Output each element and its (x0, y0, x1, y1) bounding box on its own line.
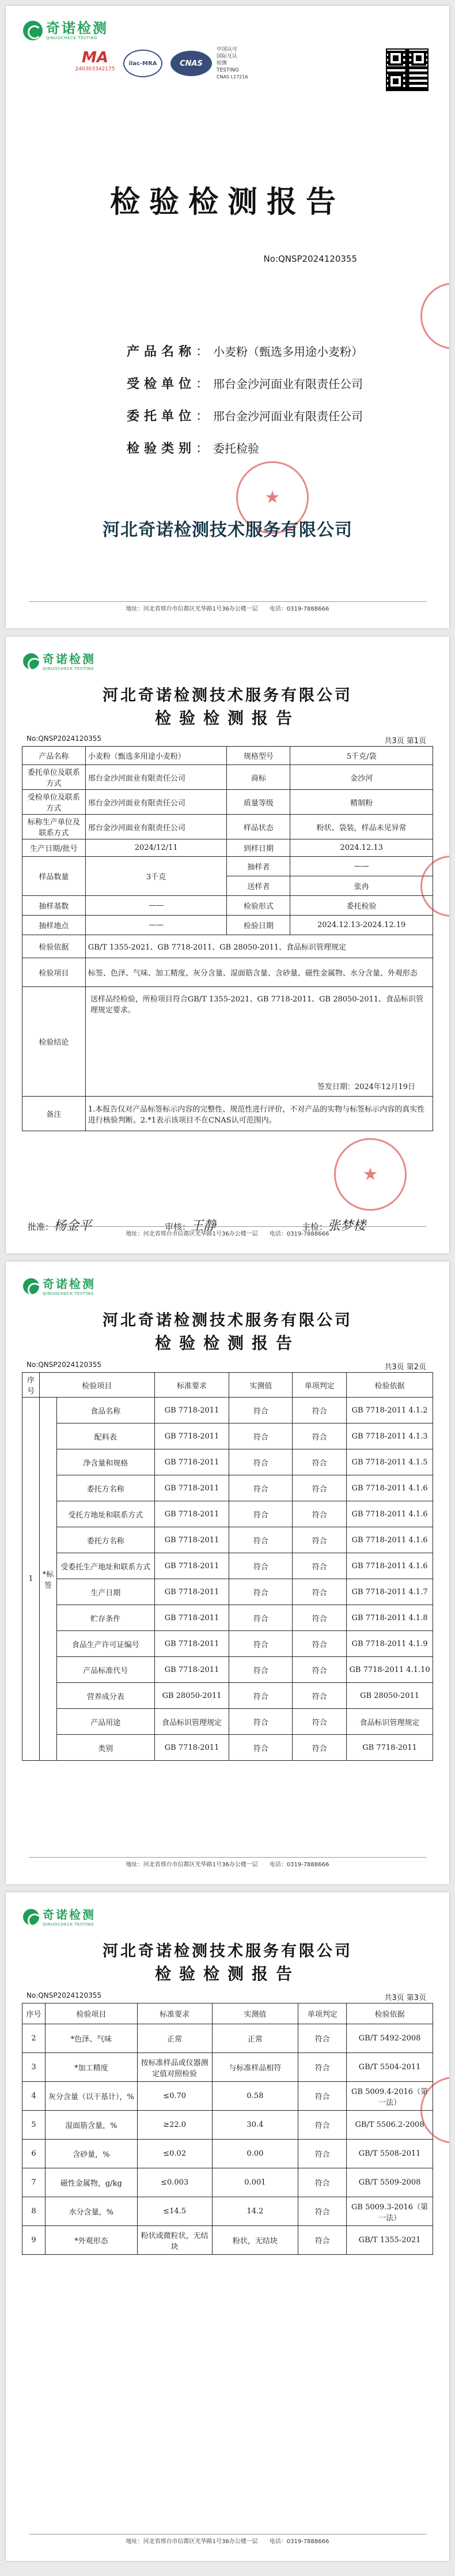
cell-val: 符合 (229, 1709, 293, 1735)
cell-judge: 符合 (298, 2168, 347, 2197)
cell-no: 2 (22, 2024, 46, 2053)
cell-val: 0.001 (212, 2168, 298, 2197)
report-page-3 (6, 1892, 449, 2561)
cell-item: 受托方地址和联系方式 (56, 1501, 154, 1527)
cover-field-product: 产品名称 ： 小麦粉（甄选多用途小麦粉） (126, 344, 363, 359)
cell-judge: 符合 (293, 1683, 347, 1709)
table-row (22, 2111, 433, 2140)
cell-basis: GB/T 5504-2011 (347, 2053, 433, 2082)
report-page-2 (6, 1261, 449, 1884)
cell-req: GB 7718-2011 (154, 1553, 229, 1579)
cell-req: 食品标识管理规定 (154, 1709, 229, 1735)
cell-judge: 符合 (293, 1605, 347, 1631)
cell-judge: 符合 (298, 2024, 347, 2053)
cell-val: 符合 (229, 1423, 293, 1449)
cover-field-client: 委托单位 ： 邢台金沙河面业有限责任公司 (126, 408, 363, 424)
cell-basis: GB 7718-2011 4.1.6 (347, 1475, 433, 1501)
cell-val: 符合 (229, 1735, 293, 1761)
cover-organization: 河北奇诺检测技术服务有限公司 (103, 520, 352, 540)
cell-req: GB 7718-2011 (154, 1449, 229, 1475)
table-row (22, 2168, 433, 2197)
cell-req: ≥22.0 (137, 2111, 212, 2140)
cell-basis: GB 28050-2011 (347, 1683, 433, 1709)
cell-req: GB 28050-2011 (154, 1683, 229, 1709)
cell-item: 受委托生产地址和联系方式 (56, 1553, 154, 1579)
cell-item: 净含量和规格 (56, 1449, 154, 1475)
cell-judge: 符合 (293, 1735, 347, 1761)
cell-judge: 符合 (293, 1527, 347, 1553)
table-row (22, 2197, 433, 2226)
table-row (22, 1553, 433, 1579)
cell-val: 30.4 (212, 2111, 298, 2140)
table-row (22, 2140, 433, 2168)
cell-basis: GB 7718-2011 4.1.9 (347, 1631, 433, 1657)
cell-req: GB 7718-2011 (154, 1735, 229, 1761)
cell-item: 配料表 (56, 1423, 154, 1449)
page-number: 共3页 第2页 (384, 1363, 426, 1372)
cell-basis: GB 7718-2011 4.1.6 (347, 1553, 433, 1579)
cell-basis: GB/T 5509-2008 (347, 2168, 433, 2197)
cnas-text: 中国认可 国际互认 检测 TESTING CNAS L17216 (217, 47, 248, 80)
cell-judge: 符合 (293, 1398, 347, 1423)
cell-item: 食品名称 (56, 1398, 154, 1423)
cell-item: 湿面筋含量，% (45, 2111, 137, 2140)
report-page-1 (6, 637, 449, 1253)
page-number: 共3页 第1页 (384, 737, 426, 745)
cell-no: 9 (22, 2226, 46, 2255)
cell-judge: 符合 (293, 1709, 347, 1735)
table-row (22, 2053, 433, 2082)
cell-req: GB 7718-2011 (154, 1398, 229, 1423)
cell-item: 生产日期 (56, 1579, 154, 1605)
cell-val: 符合 (229, 1605, 293, 1631)
report-page-cover (6, 6, 449, 628)
cell-basis: GB 7718-2011 4.1.7 (347, 1579, 433, 1605)
brand-logo (23, 21, 108, 40)
cell-basis: GB 5009.3-2016（第一法） (347, 2197, 433, 2226)
report-number: No:QNSP2024120355 (26, 735, 101, 743)
page-footer: 地址：河北省邢台市信都区光华路1号36办公楼一层 电话：0319-7888666 (126, 1862, 329, 1868)
group-label: *标签 (39, 1398, 56, 1761)
cell-req: GB 7718-2011 (154, 1475, 229, 1501)
cell-val: 符合 (229, 1527, 293, 1553)
cover-field-category: 检验类别 ： 委托检验 (126, 440, 260, 456)
page-number: 共3页 第3页 (384, 1994, 426, 2002)
report-title: 检验检测报告 (154, 1964, 300, 1983)
cell-judge: 符合 (293, 1423, 347, 1449)
cell-judge: 符合 (298, 2111, 347, 2140)
org-title: 河北奇诺检测技术服务有限公司 (103, 687, 352, 705)
cover-field-inspected: 受检单位 ： 邢台金沙河面业有限责任公司 (126, 376, 363, 391)
cell-val: 符合 (229, 1631, 293, 1657)
cell-req: ≤0.02 (137, 2140, 212, 2168)
table-row (22, 1605, 433, 1631)
table-row (22, 1475, 433, 1501)
cell-val: 0.00 (212, 2140, 298, 2168)
cell-basis: GB 7718-2011 (347, 1735, 433, 1761)
table-row (22, 1527, 433, 1553)
cell-item: 营养成分表 (56, 1683, 154, 1709)
signer-inspector: 主检：张梦楼 (302, 1219, 366, 1233)
qr-code-icon (386, 48, 429, 91)
cell-item: 产品标准代号 (56, 1657, 154, 1683)
cell-judge: 符合 (293, 1501, 347, 1527)
cell-item: *加工精度 (45, 2053, 137, 2082)
cell-judge: 符合 (298, 2140, 347, 2168)
cell-item: 含砂量，% (45, 2140, 137, 2168)
conclusion-text: 送样品经检验，所检项目符合GB/T 1355-2021、GB 7718-2011、GB 28050-2011、食品标识管理规定要求。 (90, 995, 424, 1015)
cell-basis: 食品标识管理规定 (347, 1709, 433, 1735)
cell-item: 灰分含量（以干基计），% (45, 2082, 137, 2111)
cell-val: 符合 (229, 1579, 293, 1605)
table-row (22, 2024, 433, 2053)
signer-reviewer: 审核：王静 (165, 1219, 217, 1233)
cell-basis: GB 7718-2011 4.1.2 (347, 1398, 433, 1423)
cover-fields (6, 334, 449, 464)
cnas-mark: CNAS (170, 51, 212, 76)
cell-req: GB 7718-2011 (154, 1501, 229, 1527)
cell-basis: GB 7718-2011 4.1.8 (347, 1605, 433, 1631)
cell-val: 符合 (229, 1475, 293, 1501)
cell-judge: 符合 (293, 1475, 347, 1501)
cell-item: 委托方名称 (56, 1475, 154, 1501)
cell-basis: GB 7718-2011 4.1.5 (347, 1449, 433, 1475)
cell-judge: 符合 (298, 2226, 347, 2255)
cell-val: 符合 (229, 1683, 293, 1709)
cover-title: 检验检测报告 (109, 184, 345, 220)
cell-judge: 符合 (293, 1553, 347, 1579)
cell-basis: GB 7718-2011 4.1.10 (347, 1657, 433, 1683)
cell-judge: 符合 (293, 1579, 347, 1605)
brand-logo: 奇诺检测 QINUOCHECK TESTING (23, 651, 96, 671)
cell-judge: 符合 (293, 1631, 347, 1657)
cell-no: 7 (22, 2168, 46, 2197)
cell-no: 6 (22, 2140, 46, 2168)
signer-approver: 批准：杨金平 (28, 1219, 92, 1233)
cell-val: 正常 (212, 2024, 298, 2053)
cell-basis: GB/T 5506.2-2008 (347, 2111, 433, 2140)
certification-marks (75, 46, 248, 81)
cell-basis: GB/T 1355-2021 (347, 2226, 433, 2255)
group-number: 1 (22, 1398, 40, 1761)
cell-val: 14.2 (212, 2197, 298, 2226)
cell-no: 8 (22, 2197, 46, 2226)
cell-val: 符合 (229, 1553, 293, 1579)
table-header: 序号 检验项目 标准要求 实测值 单项判定 检验依据 (22, 1373, 433, 1398)
table-row (22, 1735, 433, 1761)
org-title: 河北奇诺检测技术服务有限公司 (103, 1312, 352, 1330)
cell-judge: 符合 (298, 2082, 347, 2111)
cell-item: 类别 (56, 1735, 154, 1761)
cell-val: 符合 (229, 1449, 293, 1475)
cell-req: GB 7718-2011 (154, 1527, 229, 1553)
cell-req: GB 7718-2011 (154, 1631, 229, 1657)
cell-req: ≤0.70 (137, 2082, 212, 2111)
brand-logo-icon (23, 653, 39, 669)
brand-name: 奇诺检测 (46, 20, 108, 36)
cell-basis: GB/T 5492-2008 (347, 2024, 433, 2053)
cell-item: 产品用途 (56, 1709, 154, 1735)
brand-logo-icon (23, 1909, 39, 1925)
cell-req: 按标准样品或仪器测定值对照检验 (137, 2053, 212, 2082)
cell-item: *色泽、气味 (45, 2024, 137, 2053)
brand-logo: 奇诺检测 QINUOCHECK TESTING (23, 1907, 96, 1927)
page-footer: 地址：河北省邢台市信都区光华路1号36办公楼一层 电话：0319-7888666 (126, 1231, 329, 1237)
cell-item: 磁性金属物，g/kg (45, 2168, 137, 2197)
cell-req: GB 7718-2011 (154, 1423, 229, 1449)
org-title: 河北奇诺检测技术服务有限公司 (103, 1942, 352, 1960)
summary-table: 产品名称 小麦粉（甄选多用途小麦粉） 规格型号 5千克/袋 委托单位及联系方式 邢台金沙河面业有限责任公司 商标 金沙河 受检单位及联系方式 邢台金沙河面业有限责任公司 质量等级 精制粉 标称生产单位及联系方式 邢台金沙河面业有限责任公司 样品状态 粉状、袋装，样品未见异常 生产日期/批号 2024/12/11 到样日期 2024.12.13 样品数量 3千克 抽样者 —— 送样者 张冉 抽样基数 —— 检验形式 委托检验 抽样地点 —— 检验日期 2024.12.13-2024.12.19 检验依据 GB/T 1355-2021、GB 7718-2011、GB 28050-2011、食品标识管理规定 检验项目 标签、色泽、气味、加工精度、灰分含量、湿面筋含量、含砂量、磁性金属物、水分含量、外观形态 检验结论 送样品经检验，所检项目符合GB/T 1355-2021、GB 7718-2011、GB 28050-2011、食品标识管理规定要求。 签发日期：2024年12月19日 备注 1.本报告仅对产品标签标示内容的完整性、规范性进行评价，不对产品的实物与标签标示内容的真实性进行核验判断。2.*1表示该项目不在CNAS认可范围内。 (22, 746, 433, 1131)
brand-logo: 奇诺检测 QINUOCHECK TESTING (23, 1276, 96, 1296)
page-footer: 地址：河北省邢台市信都区光华路1号36办公楼一层 电话：0319-7888666 (126, 606, 329, 612)
label-items-table (22, 1372, 433, 1761)
sign-date: 签发日期：2024年12月19日 (317, 1083, 415, 1091)
cell-basis: GB 7718-2011 4.1.3 (347, 1423, 433, 1449)
cell-basis: GB 7718-2011 4.1.6 (347, 1501, 433, 1527)
report-title: 检验检测报告 (154, 709, 300, 728)
table-row (22, 1709, 433, 1735)
page-footer: 地址：河北省邢台市信都区光华路1号36办公楼一层 电话：0319-7888666 (126, 2539, 329, 2545)
cell-val: 符合 (229, 1398, 293, 1423)
cma-mark: MA 240303342175 (75, 49, 115, 72)
seal-stamp: ★ (334, 1138, 407, 1211)
cell-no: 3 (22, 2053, 46, 2082)
cell-basis: GB 5009.4-2016（第一法） (347, 2082, 433, 2111)
cell-val: 符合 (229, 1657, 293, 1683)
cell-no: 4 (22, 2082, 46, 2111)
cell-item: 水分含量，% (45, 2197, 137, 2226)
cell-val: 与标准样品相符 (212, 2053, 298, 2082)
brand-logo-icon (23, 21, 43, 40)
table-row (22, 1631, 433, 1657)
cell-item: 贮存条件 (56, 1605, 154, 1631)
table-row (22, 2226, 433, 2255)
cell-req: GB 7718-2011 (154, 1605, 229, 1631)
table-row (22, 1579, 433, 1605)
report-number: No:QNSP2024120355 (26, 1361, 101, 1369)
table-row (22, 1657, 433, 1683)
table-row (22, 2082, 433, 2111)
report-title: 检验检测报告 (154, 1334, 300, 1353)
cell-req: GB 7718-2011 (154, 1579, 229, 1605)
cell-val: 符合 (229, 1501, 293, 1527)
cell-judge: 符合 (298, 2053, 347, 2082)
table-row (22, 1423, 433, 1449)
brand-name-en: QINUOCHECK TESTING (46, 36, 97, 40)
cell-judge: 符合 (293, 1657, 347, 1683)
report-number: No:QNSP2024120355 (26, 1991, 101, 1999)
table-row (22, 1683, 433, 1709)
cell-req: 正常 (137, 2024, 212, 2053)
cell-judge: 符合 (293, 1449, 347, 1475)
table-row (22, 1398, 433, 1423)
ilac-mark: ilac-MRA (123, 50, 162, 77)
cell-req: GB 7718-2011 (154, 1657, 229, 1683)
table-row (22, 1501, 433, 1527)
seal-stamp: ★ (236, 461, 309, 534)
table-row (22, 1449, 433, 1475)
cell-basis: GB/T 5508-2011 (347, 2140, 433, 2168)
cell-req: ≤14.5 (137, 2197, 212, 2226)
cell-judge: 符合 (298, 2197, 347, 2226)
brand-logo-icon (23, 1278, 39, 1294)
cell-basis: GB 7718-2011 4.1.6 (347, 1527, 433, 1553)
cell-item: 委托方名称 (56, 1527, 154, 1553)
cell-req: ≤0.003 (137, 2168, 212, 2197)
cell-no: 5 (22, 2111, 46, 2140)
cell-val: 0.58 (212, 2082, 298, 2111)
quality-items-table (22, 2003, 433, 2255)
cell-item: *外观形态 (45, 2226, 137, 2255)
table-header: 序号 检验项目 标准要求 实测值 单项判定 检验依据 (22, 2003, 433, 2024)
cell-val: 粉状，无结块 (212, 2226, 298, 2255)
cell-req: 粉状或微粒状，无结块 (137, 2226, 212, 2255)
report-number: No:QNSP2024120355 (263, 254, 357, 264)
cell-item: 食品生产许可证编号 (56, 1631, 154, 1657)
